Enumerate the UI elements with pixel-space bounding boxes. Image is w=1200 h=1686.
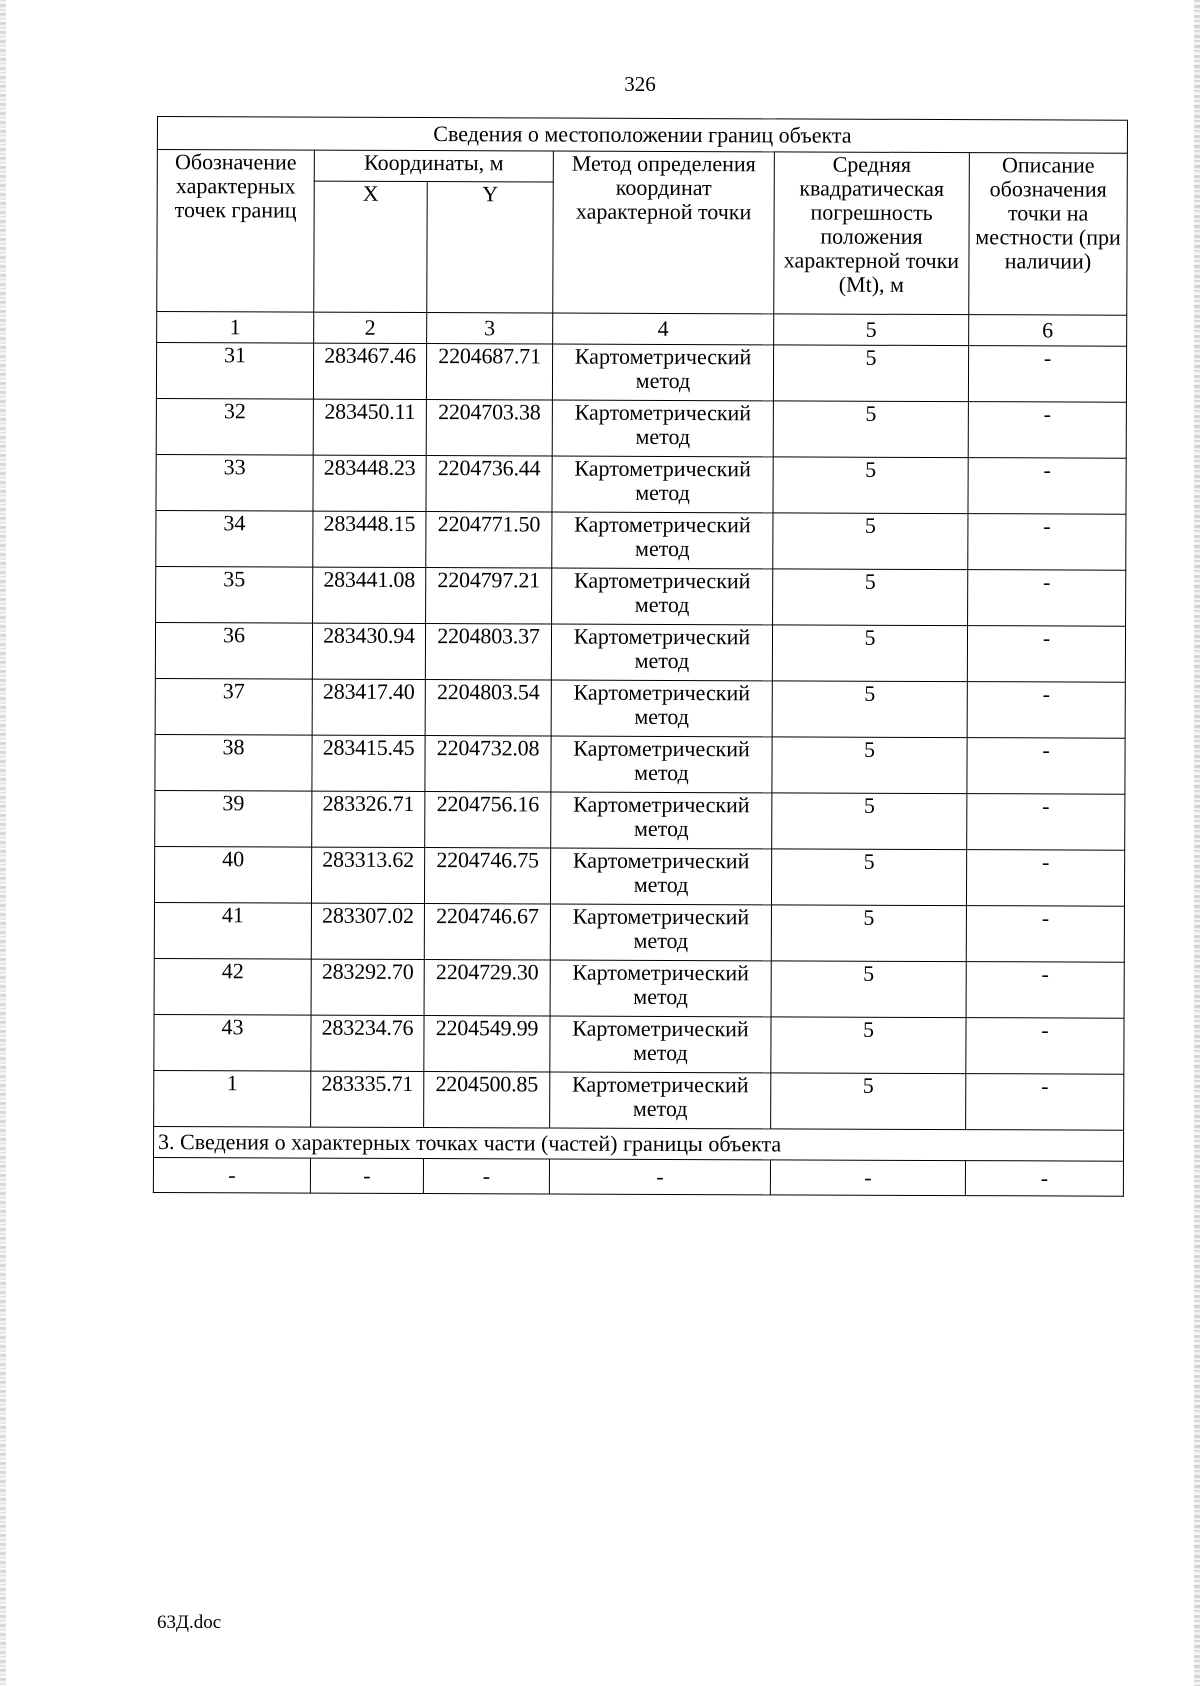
header-y: Y bbox=[427, 182, 554, 313]
description-cell: - bbox=[968, 402, 1126, 459]
description-cell: - bbox=[966, 850, 1124, 907]
method-cell: Картометрический метод bbox=[550, 1016, 771, 1073]
table-row bbox=[155, 678, 1125, 738]
header-description: Описание обозначения точки на местности (при наличии) bbox=[969, 153, 1128, 316]
scan-edge-left bbox=[0, 0, 6, 1686]
table-row bbox=[154, 958, 1124, 1018]
column-number: 6 bbox=[969, 315, 1127, 347]
point-number-cell: 33 bbox=[156, 454, 313, 511]
description-cell: - bbox=[966, 962, 1124, 1019]
y-coordinate-cell: 2204703.38 bbox=[426, 400, 552, 456]
description-cell: - bbox=[967, 738, 1125, 795]
section-3-cell: - bbox=[423, 1159, 549, 1194]
y-coordinate-cell: 2204746.67 bbox=[424, 904, 550, 960]
method-cell: Картометрический метод bbox=[550, 848, 771, 905]
y-coordinate-cell: 2204797.21 bbox=[426, 568, 552, 624]
y-coordinate-cell: 2204756.16 bbox=[425, 792, 551, 848]
x-coordinate-cell: 283307.02 bbox=[311, 903, 424, 959]
point-number-cell: 37 bbox=[155, 678, 312, 735]
mt-cell: 5 bbox=[771, 1017, 966, 1074]
y-coordinate-cell: 2204729.30 bbox=[424, 960, 550, 1016]
x-coordinate-cell: 283417.40 bbox=[312, 679, 425, 735]
mt-cell: 5 bbox=[773, 457, 968, 514]
column-number: 4 bbox=[553, 313, 774, 345]
point-number-cell: 42 bbox=[154, 958, 311, 1015]
y-coordinate-cell: 2204746.75 bbox=[424, 848, 550, 904]
point-number-cell: 32 bbox=[156, 398, 313, 455]
method-cell: Картометрический метод bbox=[552, 456, 773, 513]
method-cell: Картометрический метод bbox=[552, 568, 773, 625]
x-coordinate-cell: 283292.70 bbox=[311, 959, 424, 1015]
method-cell: Картометрический метод bbox=[551, 680, 772, 737]
point-number-cell: 31 bbox=[156, 343, 313, 400]
header-designation: Обозначение характерных точек границ bbox=[157, 150, 315, 313]
method-cell: Картометрический метод bbox=[550, 1072, 771, 1129]
table-row bbox=[154, 902, 1124, 962]
column-number: 2 bbox=[314, 312, 427, 343]
mt-cell: 5 bbox=[771, 849, 966, 906]
page-number: 326 bbox=[624, 72, 656, 96]
table-row bbox=[154, 1070, 1124, 1130]
header-error: Средняя квадратическая погрешность положения характерной точки (Mt), м bbox=[774, 152, 970, 315]
method-cell: Картометрический метод bbox=[551, 736, 772, 793]
method-cell: Картометрический метод bbox=[551, 792, 772, 849]
mt-cell: 5 bbox=[773, 345, 968, 402]
point-number-cell: 40 bbox=[154, 846, 311, 903]
y-coordinate-cell: 2204803.37 bbox=[425, 624, 551, 680]
footer-filename: 63Д.doc bbox=[157, 1612, 222, 1633]
table-row bbox=[155, 734, 1125, 794]
description-cell: - bbox=[967, 794, 1125, 851]
scan-edge-right bbox=[1194, 0, 1200, 1686]
section-3-title: 3. Сведения о характерных точках части (частей) границы объекта bbox=[154, 1126, 1124, 1161]
table-row bbox=[155, 790, 1125, 850]
mt-cell: 5 bbox=[771, 1073, 966, 1130]
description-cell: - bbox=[966, 1074, 1124, 1131]
y-coordinate-cell: 2204803.54 bbox=[425, 680, 551, 736]
table-row bbox=[156, 566, 1126, 626]
y-coordinate-cell: 2204736.44 bbox=[426, 456, 552, 512]
table-row bbox=[156, 510, 1126, 570]
column-number: 1 bbox=[157, 312, 314, 344]
method-cell: Картометрический метод bbox=[550, 904, 771, 961]
method-cell: Картометрический метод bbox=[551, 624, 772, 681]
mt-cell: 5 bbox=[773, 513, 968, 570]
point-number-cell: 39 bbox=[155, 790, 312, 847]
mt-cell: 5 bbox=[772, 793, 967, 850]
mt-cell: 5 bbox=[772, 625, 967, 682]
header-coordinates: Координаты, м bbox=[314, 150, 553, 182]
mt-cell: 5 bbox=[772, 681, 967, 738]
x-coordinate-cell: 283335.71 bbox=[311, 1071, 424, 1127]
table-row bbox=[156, 343, 1126, 403]
header-method: Метод определения координат характерной точки bbox=[553, 151, 775, 314]
column-number: 5 bbox=[774, 314, 969, 346]
section-3-cell: - bbox=[965, 1161, 1123, 1197]
description-cell: - bbox=[967, 682, 1125, 739]
point-number-cell: 41 bbox=[154, 902, 311, 959]
x-coordinate-cell: 283467.46 bbox=[313, 343, 426, 399]
method-cell: Картометрический метод bbox=[552, 400, 773, 457]
table-row bbox=[156, 454, 1126, 514]
section-3-cell: - bbox=[153, 1157, 310, 1193]
column-numbers-row bbox=[157, 312, 1127, 347]
table-title: Сведения о местоположении границ объекта bbox=[157, 117, 1127, 154]
section-3-cell: - bbox=[549, 1159, 770, 1195]
method-cell: Картометрический метод bbox=[550, 960, 771, 1017]
point-number-cell: 38 bbox=[155, 734, 312, 791]
y-coordinate-cell: 2204549.99 bbox=[424, 1016, 550, 1072]
x-coordinate-cell: 283448.15 bbox=[313, 511, 426, 567]
section-3-cell: - bbox=[770, 1160, 965, 1196]
description-cell: - bbox=[967, 626, 1125, 683]
mt-cell: 5 bbox=[771, 961, 966, 1018]
x-coordinate-cell: 283448.23 bbox=[313, 455, 426, 511]
table-row bbox=[156, 398, 1126, 458]
mt-cell: 5 bbox=[771, 905, 966, 962]
table-row bbox=[154, 1014, 1124, 1074]
point-number-cell: 36 bbox=[155, 622, 312, 679]
description-cell: - bbox=[968, 514, 1126, 571]
method-cell: Картометрический метод bbox=[552, 512, 773, 569]
point-number-cell: 43 bbox=[154, 1014, 311, 1071]
x-coordinate-cell: 283326.71 bbox=[312, 791, 425, 847]
mt-cell: 5 bbox=[773, 569, 968, 626]
description-cell: - bbox=[966, 1018, 1124, 1075]
description-cell: - bbox=[968, 570, 1126, 627]
method-cell: Картометрический метод bbox=[552, 344, 773, 401]
description-cell: - bbox=[968, 458, 1126, 515]
section-3-cell: - bbox=[310, 1158, 423, 1193]
x-coordinate-cell: 283450.11 bbox=[313, 399, 426, 455]
point-number-cell: 35 bbox=[156, 566, 313, 623]
x-coordinate-cell: 283415.45 bbox=[312, 735, 425, 791]
section-3-row bbox=[153, 1157, 1123, 1196]
mt-cell: 5 bbox=[772, 737, 967, 794]
table-row bbox=[154, 846, 1124, 906]
mt-cell: 5 bbox=[773, 401, 968, 458]
x-coordinate-cell: 283313.62 bbox=[311, 847, 424, 903]
point-number-cell: 34 bbox=[156, 510, 313, 567]
point-number-cell: 1 bbox=[154, 1070, 311, 1127]
description-cell: - bbox=[968, 346, 1126, 403]
boundary-coordinates-table bbox=[153, 116, 1128, 1197]
y-coordinate-cell: 2204732.08 bbox=[425, 736, 551, 792]
y-coordinate-cell: 2204771.50 bbox=[426, 512, 552, 568]
x-coordinate-cell: 283441.08 bbox=[313, 567, 426, 623]
description-cell: - bbox=[966, 906, 1124, 963]
table-row bbox=[155, 622, 1125, 682]
header-x: X bbox=[314, 181, 428, 312]
y-coordinate-cell: 2204687.71 bbox=[426, 344, 552, 400]
column-number: 3 bbox=[427, 313, 553, 344]
x-coordinate-cell: 283430.94 bbox=[312, 623, 425, 679]
y-coordinate-cell: 2204500.85 bbox=[424, 1072, 550, 1128]
x-coordinate-cell: 283234.76 bbox=[311, 1015, 424, 1071]
